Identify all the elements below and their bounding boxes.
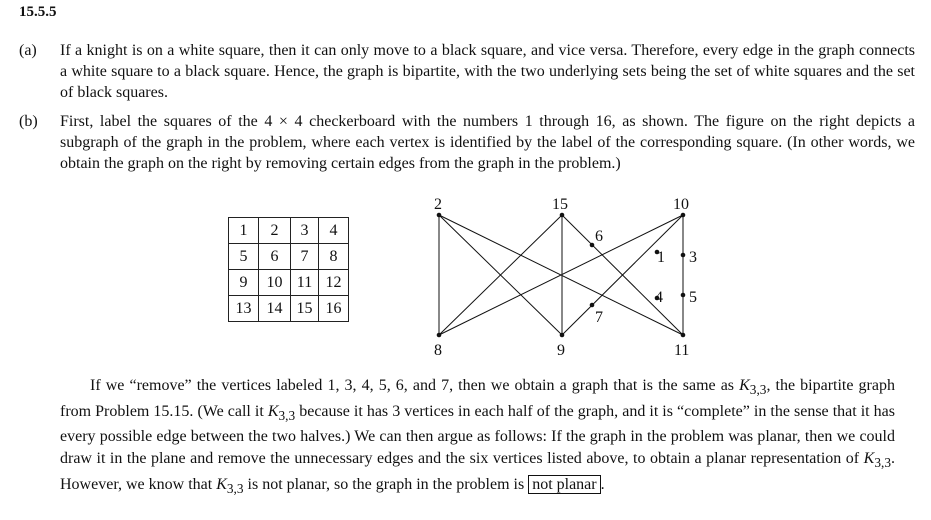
board-cell: 7 [291, 244, 319, 270]
conclusion-text-5: is not planar, so the graph in the problem is [243, 475, 529, 493]
board-cell: 8 [319, 244, 349, 270]
vertex-8 [437, 333, 442, 338]
board-cell: 9 [229, 270, 259, 296]
vertex-7 [590, 303, 595, 308]
k33-symbol: K [863, 449, 875, 467]
k33-symbol: K [739, 377, 750, 394]
checkerboard [228, 217, 349, 322]
board-cell: 6 [259, 244, 291, 270]
board-cell: 4 [319, 218, 349, 244]
board-row [229, 296, 349, 322]
board-cell: 11 [291, 270, 319, 296]
part-a-label: (a) [19, 42, 37, 59]
board-cell: 2 [259, 218, 291, 244]
vertex-label-10: 10 [673, 196, 689, 213]
vertex-11 [681, 333, 686, 338]
board-row [229, 244, 349, 270]
conclusion-text-4: . However, we know that [60, 449, 895, 493]
vertex-label-7: 7 [595, 309, 603, 326]
vertex-label-1: 1 [657, 249, 665, 266]
board-cell: 1 [229, 218, 259, 244]
vertex-label-5: 5 [689, 289, 697, 306]
subgraph-figure [420, 190, 720, 362]
vertex-9 [560, 333, 565, 338]
vertex-label-4: 4 [655, 289, 663, 306]
vertex-label-3: 3 [689, 249, 697, 266]
section-number: 15.5.5 [19, 4, 57, 20]
vertex-5 [681, 293, 686, 298]
vertex-3 [681, 253, 686, 258]
part-b-label: (b) [19, 113, 38, 130]
vertex-label-2: 2 [434, 196, 442, 213]
board-cell: 10 [259, 270, 291, 296]
conclusion-text-2: , the bipartite graph from Problem 15.15. (We call it [60, 377, 895, 420]
graph-edges [439, 215, 683, 335]
vertex-label-8: 8 [434, 342, 442, 359]
board-cell: 12 [319, 270, 349, 296]
vertex-label-15: 15 [552, 196, 568, 213]
conclusion-paragraph [60, 375, 895, 499]
board-cell: 14 [259, 296, 291, 322]
vertex-label-6: 6 [595, 228, 603, 245]
vertex-6 [590, 243, 595, 248]
board-cell: 5 [229, 244, 259, 270]
conclusion-text-1: If we “remove” the vertices labeled 1, 3, 4, 5, 6, and 7, then we obtain a graph that is the same as [90, 377, 740, 394]
conclusion-text-3: because it has 3 vertices in each half of the graph, and it is “complete” in the sense that it has every possible edge between the two halves.) We can then argue as follows: If the graph in the problem was planar, then we could draw it in the plane and remove the unnecessary edges and the six vertices listed above, to obtain a planar representation of [60, 402, 895, 467]
k33-symbol: K [216, 475, 227, 493]
vertex-10 [681, 213, 686, 218]
k33-subscript: 3,3 [226, 480, 244, 496]
vertex-2 [437, 213, 442, 218]
board-cell: 15 [291, 296, 319, 322]
k33-symbol: K [267, 402, 279, 420]
board-row [229, 218, 349, 244]
board-cell: 16 [319, 296, 349, 322]
board-row [229, 270, 349, 296]
vertex-label-9: 9 [557, 342, 565, 359]
conclusion-end: . [600, 475, 605, 493]
vertex-15 [560, 213, 565, 218]
k33-subscript: 3,3 [874, 455, 891, 471]
board-cell: 3 [291, 218, 319, 244]
board-cell: 13 [229, 296, 259, 322]
k33-subscript: 3,3 [278, 407, 296, 423]
answer-box: not planar [528, 475, 600, 494]
vertex-label-11: 11 [674, 342, 690, 359]
part-a-text: If a knight is on a white square, then it can only move to a black square, and vice versa. Therefore, every edge in the graph connects a white square to a black square. Hence, the graph is bipartite, with the two underlying sets being the set of white squares and the set of black squares. [60, 42, 915, 101]
part-b-text: First, label the squares of the 4 × 4 checkerboard with the numbers 1 through 16, as shown. The figure on the right depicts a subgraph of the graph in the problem, where each vertex is identified by the label of the corresponding square. (In other words, we obtain the graph on the right by removing certain edges from the graph in the problem.) [60, 113, 915, 172]
k33-subscript: 3,3 [749, 382, 767, 398]
